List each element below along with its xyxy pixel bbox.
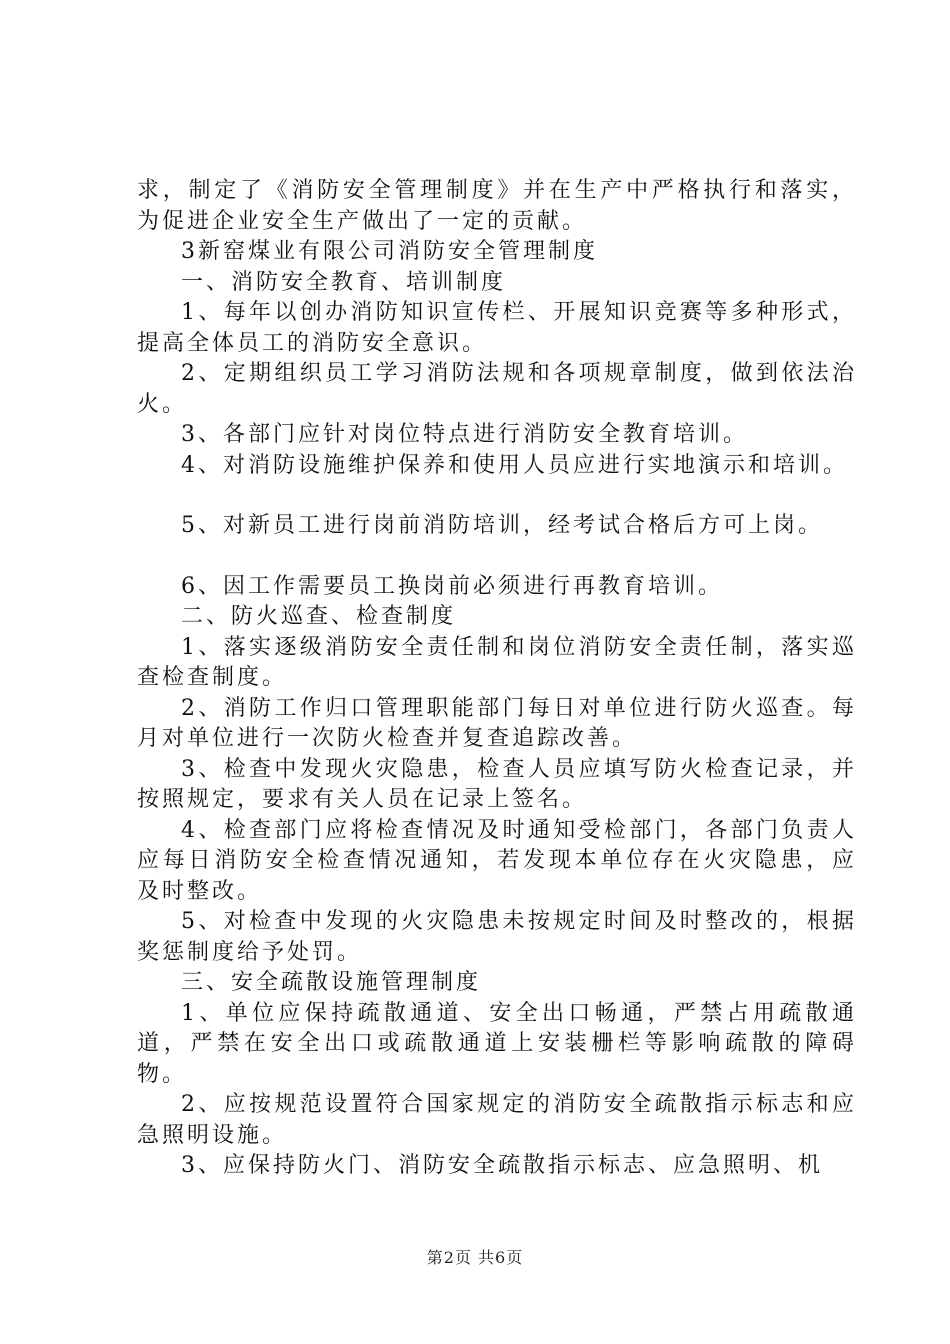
document-body (137, 176, 857, 1182)
list-item: 2、消防工作归口管理职能部门每日对单位进行防火巡查。每月对单位进行一次防火检查并复查追踪改善。 (137, 695, 857, 751)
list-item: 1、落实逐级消防安全责任制和岗位消防安全责任制，落实巡查检查制度。 (137, 634, 857, 690)
page-number-footer: 第2页 共6页 (426, 1248, 524, 1267)
section-title: 3新窑煤业有限公司消防安全管理制度 (181, 239, 598, 264)
list-item: 3、应保持防火门、消防安全疏散指示标志、应急照明、机 (181, 1153, 823, 1178)
list-item: 2、定期组织员工学习消防法规和各项规章制度，做到依法治火。 (137, 361, 857, 417)
list-item: 5、对检查中发现的火灾隐患未按规定时间及时整改的，根据奖惩制度给予处罚。 (137, 909, 857, 965)
list-item: 3、各部门应针对岗位特点进行消防安全教育培训。 (181, 422, 748, 447)
list-item: 1、每年以创办消防知识宣传栏、开展知识竞赛等多种形式，提高全体员工的消防安全意识。 (137, 300, 857, 356)
list-item: 3、检查中发现火灾隐患，检查人员应填写防火检查记录，并按照规定，要求有关人员在记录上签名。 (137, 756, 857, 812)
list-item: 4、对消防设施维护保养和使用人员应进行实地演示和培训。 (181, 452, 848, 478)
list-item: 4、检查部门应将检查情况及时通知受检部门，各部门负责人应每日消防安全检查情况通知，若发现本单位存在火灾隐患，应及时整改。 (137, 817, 857, 904)
list-item: 6、因工作需要员工换岗前必须进行再教育培训。 (181, 573, 723, 599)
paragraph-spacer (137, 542, 857, 572)
subsection-heading: 三、安全疏散设施管理制度 (181, 970, 482, 995)
subsection-heading: 二、防火巡查、检查制度 (181, 604, 457, 629)
list-item: 2、应按规范设置符合国家规定的消防安全疏散指示标志和应急照明设施。 (137, 1092, 857, 1148)
paragraph-spacer (137, 481, 857, 511)
list-item: 1、单位应保持疏散通道、安全出口畅通，严禁占用疏散通道，严禁在安全出口或疏散通道上安装栅栏等影响疏散的障碍物。 (137, 1000, 857, 1087)
paragraph-continuation: 求，制定了《消防安全管理制度》并在生产中严格执行和落实，为促进企业安全生产做出了一定的贡献。 (137, 178, 857, 234)
subsection-heading: 一、消防安全教育、培训制度 (181, 269, 507, 295)
list-item: 5、对新员工进行岗前消防培训，经考试合格后方可上岗。 (181, 513, 823, 538)
